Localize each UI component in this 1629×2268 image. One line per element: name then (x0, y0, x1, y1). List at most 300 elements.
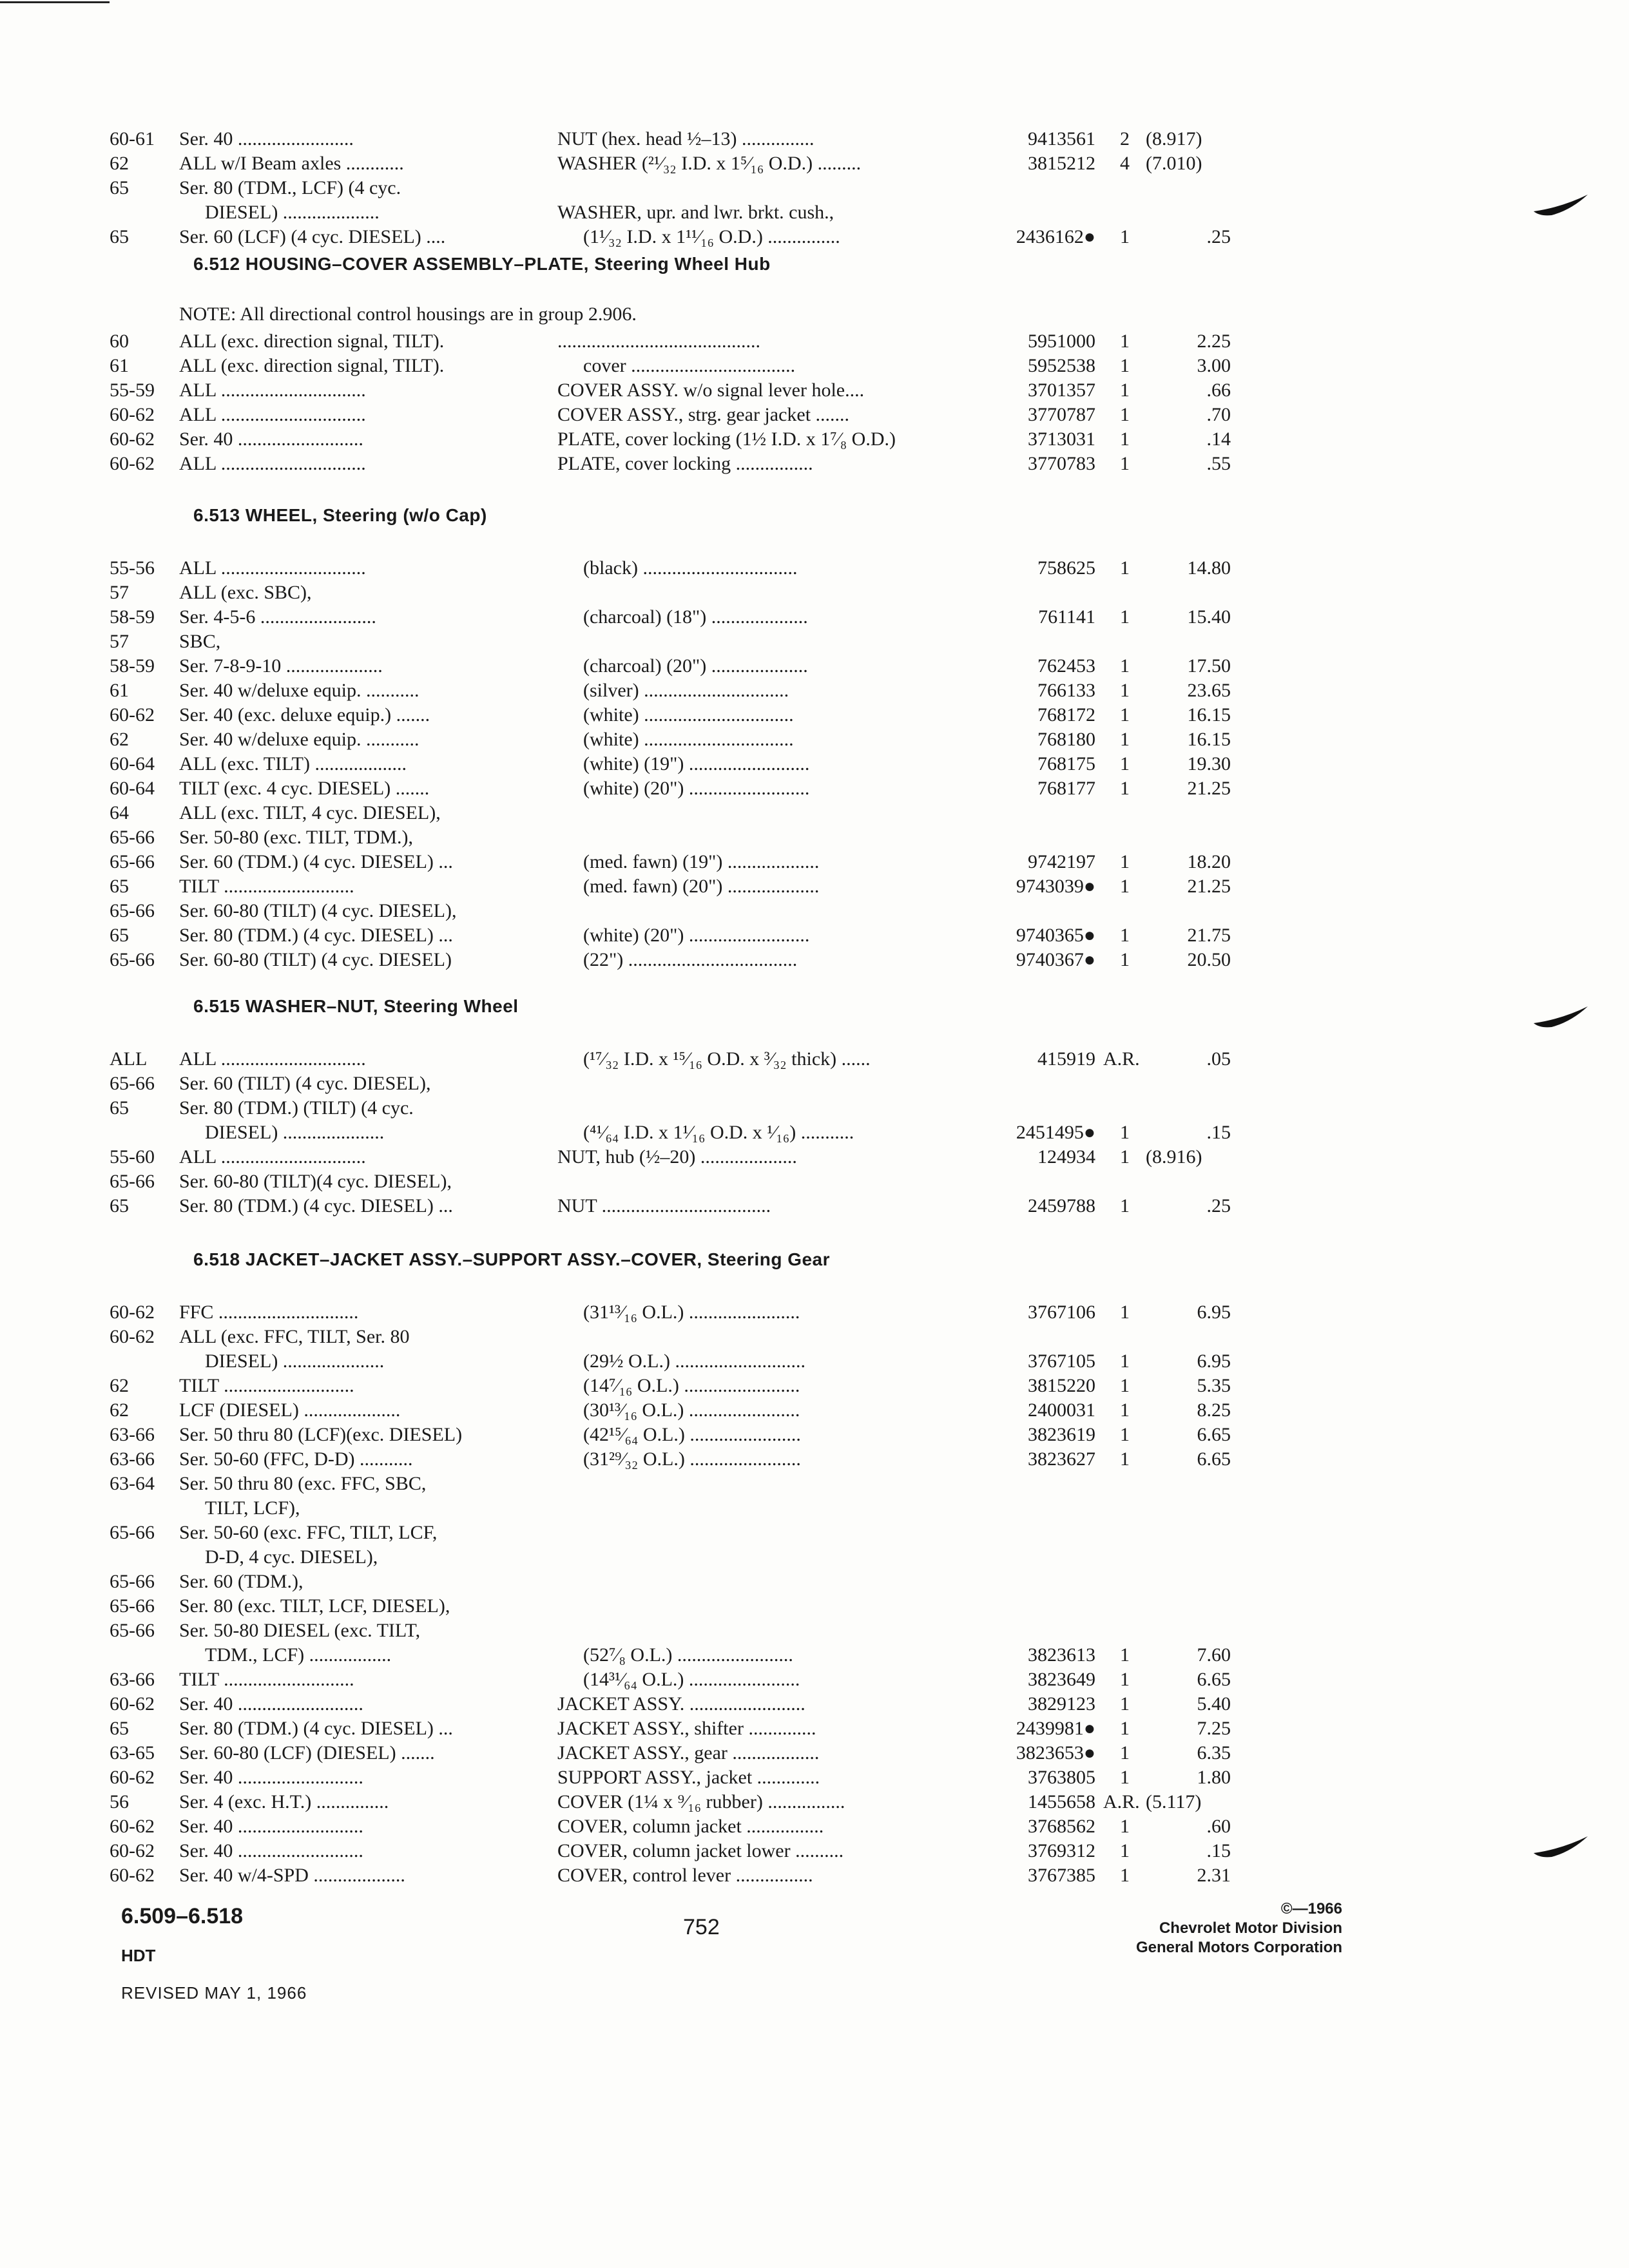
model-year: 61 (110, 680, 129, 701)
table-row (0, 727, 1629, 753)
part-number: 5951000 (1028, 331, 1095, 352)
part-number: 3767105 (1028, 1350, 1095, 1372)
quantity: 1 (1120, 1399, 1130, 1421)
quantity: 1 (1120, 778, 1130, 799)
application: ALL .............................. (179, 1048, 366, 1070)
part-number: 2439981● (1016, 1718, 1095, 1739)
part-description: SUPPORT ASSY., jacket ............. (557, 1767, 820, 1788)
table-row (0, 1422, 1629, 1448)
table-row (0, 653, 1629, 679)
price: 6.65 (1197, 1424, 1231, 1445)
price: .15 (1206, 1122, 1231, 1143)
model-year: 63-66 (110, 1448, 155, 1470)
quantity: 1 (1120, 606, 1130, 628)
model-year: 65-66 (110, 900, 155, 921)
section-title: 6.515 WASHER–NUT, Steering Wheel (193, 996, 519, 1016)
part-number: 5952538 (1028, 355, 1095, 376)
part-number: 766133 (1037, 680, 1095, 701)
application: ALL .............................. (179, 557, 366, 579)
table-row (0, 1740, 1629, 1766)
quantity: 1 (1120, 1302, 1130, 1323)
table-row (0, 800, 1629, 826)
model-year: 60-62 (110, 1302, 155, 1323)
part-description: COVER (1¼ x ⁹⁄₁₆ rubber) ................ (557, 1791, 845, 1812)
part-description: (14⁷⁄₁₆ O.L.) ........................ (583, 1375, 800, 1396)
price: .14 (1206, 428, 1231, 450)
part-number: 415919 (1037, 1048, 1095, 1070)
application: ALL (exc. TILT) ................... (179, 753, 407, 774)
table-row (0, 1814, 1629, 1840)
model-year: 60-62 (110, 1816, 155, 1837)
table-row (0, 629, 1629, 655)
part-number: 3767385 (1028, 1865, 1095, 1886)
table-row (0, 849, 1629, 875)
part-description: COVER, column jacket ................ (557, 1816, 824, 1837)
quantity: 1 (1120, 1693, 1130, 1715)
table-row (0, 1691, 1629, 1717)
part-description: cover .................................. (583, 355, 796, 376)
price: .25 (1206, 226, 1231, 247)
part-number: 3770783 (1028, 453, 1095, 474)
part-description: PLATE, cover locking ................ (557, 453, 813, 474)
part-number: 768177 (1037, 778, 1095, 799)
part-number: 3815220 (1028, 1375, 1095, 1396)
model-year: 63-64 (110, 1473, 155, 1494)
revision-date: REVISED MAY 1, 1966 (121, 1983, 307, 2003)
part-number: 2400031 (1028, 1399, 1095, 1421)
price: 6.95 (1197, 1350, 1231, 1372)
table-row (0, 1863, 1629, 1888)
part-description: (white) ............................... (583, 729, 794, 750)
price: 6.95 (1197, 1302, 1231, 1323)
part-description: PLATE, cover locking (1½ I.D. x 1⁷⁄₈ O.D.) (557, 428, 896, 450)
application: Ser. 60 (TILT) (4 cyc. DIESEL), (179, 1073, 431, 1094)
model-year: 60 (110, 331, 129, 352)
part-description: JACKET ASSY. ........................ (557, 1693, 805, 1715)
part-number: 3829123 (1028, 1693, 1095, 1715)
application: Ser. 50-60 (exc. FFC, TILT, LCF, (179, 1522, 438, 1543)
price: 1.80 (1197, 1767, 1231, 1788)
model-year: 63-65 (110, 1742, 155, 1763)
table-row (0, 1593, 1629, 1619)
model-year: 60-64 (110, 753, 155, 774)
table-row (0, 378, 1629, 403)
price: 6.65 (1197, 1669, 1231, 1690)
quantity: A.R. (1103, 1791, 1140, 1812)
model-year: 57 (110, 631, 129, 652)
application: LCF (DIESEL) .................... (179, 1399, 401, 1421)
part-description: WASHER (²¹⁄₃₂ I.D. x 1⁵⁄₁₆ O.D.) ......... (557, 153, 862, 174)
table-row (0, 555, 1629, 581)
application: D-D, 4 cyc. DIESEL), (205, 1546, 378, 1568)
model-year: 65-66 (110, 1073, 155, 1094)
price: 15.40 (1187, 606, 1231, 628)
section-title: 6.518 JACKET–JACKET ASSY.–SUPPORT ASSY.–COVER, Steering Gear (193, 1249, 831, 1269)
model-year: 65-66 (110, 1620, 155, 1641)
part-number: 3763805 (1028, 1767, 1095, 1788)
quantity: 1 (1120, 1375, 1130, 1396)
part-number: 1455658 (1028, 1791, 1095, 1812)
table-row (0, 1324, 1629, 1350)
table-row (0, 604, 1629, 630)
price: 16.15 (1187, 704, 1231, 726)
quantity: 1 (1120, 331, 1130, 352)
model-year: 65 (110, 1718, 129, 1739)
table-row (0, 1642, 1629, 1668)
price: (8.916) (1146, 1146, 1202, 1168)
model-year: 60-62 (110, 1326, 155, 1347)
price: (7.010) (1146, 153, 1202, 174)
quantity: 1 (1120, 851, 1130, 872)
section-title: 6.513 WHEEL, Steering (w/o Cap) (193, 505, 487, 525)
model-year: 65 (110, 177, 129, 198)
quantity: 1 (1120, 1840, 1130, 1861)
table-row (0, 678, 1629, 704)
part-description: (30¹³⁄₁₆ O.L.) ....................... (583, 1399, 800, 1421)
quantity: 1 (1120, 1816, 1130, 1837)
model-year: 55-60 (110, 1146, 155, 1168)
application: TDM., LCF) ................. (205, 1644, 392, 1666)
table-row (0, 1765, 1629, 1791)
price: 23.65 (1187, 680, 1231, 701)
part-number: 9743039● (1016, 876, 1095, 897)
quantity: 1 (1120, 876, 1130, 897)
part-number: 758625 (1037, 557, 1095, 579)
table-row (0, 1446, 1629, 1472)
model-year: 65 (110, 876, 129, 897)
table-row (0, 200, 1629, 226)
application: DIESEL) ..................... (205, 1350, 385, 1372)
section-title: 6.512 HOUSING–COVER ASSEMBLY–PLATE, Steering Wheel Hub (193, 254, 771, 274)
model-year: 61 (110, 355, 129, 376)
price: 21.25 (1187, 778, 1231, 799)
part-description: NUT (hex. head ½–13) ............... (557, 128, 815, 149)
table-row (0, 353, 1629, 379)
price: 14.80 (1187, 557, 1231, 579)
price: 8.25 (1197, 1399, 1231, 1421)
quantity: 1 (1120, 226, 1130, 247)
table-row (0, 1544, 1629, 1570)
application: Ser. 50 thru 80 (exc. FFC, SBC, (179, 1473, 427, 1494)
table-row (0, 151, 1629, 177)
part-number: 2451495● (1016, 1122, 1095, 1143)
application: Ser. 60-80 (TILT) (4 cyc. DIESEL), (179, 900, 457, 921)
table-row (0, 1144, 1629, 1170)
part-number: 3768562 (1028, 1816, 1095, 1837)
table-row (0, 1193, 1629, 1219)
part-number: 2459788 (1028, 1195, 1095, 1216)
part-number: 3701357 (1028, 380, 1095, 401)
price: .05 (1206, 1048, 1231, 1070)
table-row (0, 1071, 1629, 1097)
copyright: ©—1966 (1280, 1900, 1342, 1917)
application: Ser. 40 .......................... (179, 1767, 363, 1788)
part-number: 3823613 (1028, 1644, 1095, 1666)
part-description: NUT, hub (½–20) .................... (557, 1146, 797, 1168)
price: 16.15 (1187, 729, 1231, 750)
model-year: 55-59 (110, 380, 155, 401)
application: Ser. 40 .......................... (179, 428, 363, 450)
table-row (0, 1495, 1629, 1521)
application: ALL (exc. direction signal, TILT). (179, 355, 445, 376)
price: 6.35 (1197, 1742, 1231, 1763)
application: ALL (exc. FFC, TILT, Ser. 80 (179, 1326, 410, 1347)
application: Ser. 80 (TDM.) (4 cyc. DIESEL) ... (179, 1195, 453, 1216)
part-number: 3767106 (1028, 1302, 1095, 1323)
application: Ser. 50 thru 80 (LCF)(exc. DIESEL) (179, 1424, 463, 1445)
part-description: (white) ............................... (583, 704, 794, 726)
application: Ser. 80 (TDM.) (TILT) (4 cyc. (179, 1097, 414, 1119)
model-year: 64 (110, 802, 129, 823)
model-year: 62 (110, 153, 129, 174)
quantity: 2 (1120, 128, 1130, 149)
part-number: 9413561 (1028, 128, 1095, 149)
part-description: NUT ................................... (557, 1195, 771, 1216)
quantity: 1 (1120, 949, 1130, 970)
part-description: COVER ASSY. w/o signal lever hole.... (557, 380, 865, 401)
application: TILT (exc. 4 cyc. DIESEL) ....... (179, 778, 430, 799)
part-number: 3823653● (1016, 1742, 1095, 1763)
quantity: 1 (1120, 428, 1130, 450)
model-year: 60-64 (110, 778, 155, 799)
application: Ser. 40 w/4-SPD ................... (179, 1865, 405, 1886)
quantity: 1 (1120, 355, 1130, 376)
price: (8.917) (1146, 128, 1202, 149)
application: Ser. 40 w/deluxe equip. ........... (179, 680, 419, 701)
model-year: 62 (110, 1375, 129, 1396)
application: ALL (exc. SBC), (179, 582, 312, 603)
model-year: 60-62 (110, 1865, 155, 1886)
quantity: 1 (1120, 1448, 1130, 1470)
price: 5.35 (1197, 1375, 1231, 1396)
application: Ser. 60 (LCF) (4 cyc. DIESEL) .... (179, 226, 446, 247)
model-year: 65 (110, 1195, 129, 1216)
corner-rule (0, 1, 110, 3)
application: Ser. 60 (TDM.) (4 cyc. DIESEL) ... (179, 851, 453, 872)
part-description: (charcoal) (20") .................... (583, 655, 808, 677)
application: ALL .............................. (179, 380, 366, 401)
part-number: 3823619 (1028, 1424, 1095, 1445)
part-description: COVER ASSY., strg. gear jacket ....... (557, 404, 850, 425)
quantity: A.R. (1103, 1048, 1140, 1070)
model-year: 63-66 (110, 1424, 155, 1445)
table-row (0, 1789, 1629, 1815)
table-row (0, 947, 1629, 973)
table-row (0, 751, 1629, 777)
application: Ser. 40 ........................ (179, 128, 354, 149)
part-description: (¹⁷⁄₃₂ I.D. x ¹⁵⁄₁₆ O.D. x ³⁄₃₂ thick) ...... (583, 1048, 871, 1070)
quantity: 1 (1120, 753, 1130, 774)
application: Ser. 80 (TDM.) (4 cyc. DIESEL) ... (179, 1718, 453, 1739)
part-number: 9742197 (1028, 851, 1095, 872)
quantity: 1 (1120, 1424, 1130, 1445)
application: TILT ........................... (179, 876, 354, 897)
table-row (0, 1398, 1629, 1423)
part-number: 768175 (1037, 753, 1095, 774)
table-row (0, 1667, 1629, 1693)
table-row (0, 1095, 1629, 1121)
application: Ser. 50-80 DIESEL (exc. TILT, (179, 1620, 421, 1641)
table-row (0, 402, 1629, 428)
application: Ser. 80 (TDM.) (4 cyc. DIESEL) ... (179, 925, 453, 946)
price: 3.00 (1197, 355, 1231, 376)
quantity: 1 (1120, 1146, 1130, 1168)
application: Ser. 7-8-9-10 .................... (179, 655, 383, 677)
part-number: 768180 (1037, 729, 1095, 750)
quantity: 1 (1120, 1718, 1130, 1739)
model-year: 60-62 (110, 1693, 155, 1715)
model-year: 56 (110, 1791, 129, 1812)
price: 7.60 (1197, 1644, 1231, 1666)
part-description: (29½ O.L.) ........................... (583, 1350, 805, 1372)
price: 20.50 (1187, 949, 1231, 970)
table-row (0, 1520, 1629, 1546)
part-number: 3769312 (1028, 1840, 1095, 1861)
table-row (0, 1471, 1629, 1497)
quantity: 1 (1120, 655, 1130, 677)
model-year: 65-66 (110, 1522, 155, 1543)
catalog-code: HDT (121, 1946, 156, 1965)
quantity: 1 (1120, 925, 1130, 946)
application: DIESEL) .................... (205, 202, 380, 223)
part-number: 761141 (1038, 606, 1095, 628)
model-year: 65-66 (110, 1571, 155, 1592)
model-year: 65 (110, 925, 129, 946)
part-number: 3770787 (1028, 404, 1095, 425)
model-year: 65-66 (110, 827, 155, 848)
table-row (0, 1569, 1629, 1595)
application: TILT ........................... (179, 1669, 354, 1690)
part-description: (1¹⁄₃₂ I.D. x 1¹¹⁄₁₆ O.D.) ............... (583, 226, 840, 247)
price: 2.25 (1197, 331, 1231, 352)
part-description: JACKET ASSY., shifter .............. (557, 1718, 816, 1739)
part-description: JACKET ASSY., gear .................. (557, 1742, 820, 1763)
model-year: 60-62 (110, 428, 155, 450)
part-number: 762453 (1037, 655, 1095, 677)
quantity: 1 (1120, 1644, 1130, 1666)
table-row (0, 1046, 1629, 1072)
part-description: (charcoal) (18") .................... (583, 606, 808, 628)
group-range: 6.509–6.518 (121, 1904, 244, 1928)
corporation-name: General Motors Corporation (1135, 1939, 1342, 1956)
model-year: ALL (110, 1048, 148, 1070)
part-number: 768172 (1037, 704, 1095, 726)
part-description: (22") ................................... (583, 949, 798, 970)
application: ALL .............................. (179, 404, 366, 425)
section-note: NOTE: All directional control housings are in group 2.906. (179, 303, 637, 325)
quantity: 1 (1120, 1669, 1130, 1690)
model-year: 65 (110, 226, 129, 247)
copyright-block (1136, 1899, 1342, 1957)
part-description: .......................................... (557, 331, 760, 352)
application: DIESEL) ..................... (205, 1122, 385, 1143)
table-row (0, 825, 1629, 850)
application: Ser. 40 w/deluxe equip. ........... (179, 729, 419, 750)
part-description: (31²⁹⁄₃₂ O.L.) ....................... (583, 1448, 801, 1470)
application: SBC, (179, 631, 221, 652)
application: Ser. 60-80 (LCF) (DIESEL) ....... (179, 1742, 435, 1763)
application: Ser. 40 .......................... (179, 1816, 363, 1837)
table-row (0, 1618, 1629, 1644)
model-year: 60-61 (110, 128, 155, 149)
application: ALL w/I Beam axles ............ (179, 153, 404, 174)
part-number: 2436162● (1016, 226, 1095, 247)
price: 5.40 (1197, 1693, 1231, 1715)
price: 18.20 (1187, 851, 1231, 872)
application: ALL (exc. TILT, 4 cyc. DIESEL), (179, 802, 441, 823)
application: ALL .............................. (179, 1146, 366, 1168)
part-number: 3815212 (1028, 153, 1095, 174)
model-year: 65-66 (110, 851, 155, 872)
quantity: 1 (1120, 1767, 1130, 1788)
part-description: (med. fawn) (19") ................... (583, 851, 820, 872)
model-year: 65-66 (110, 1171, 155, 1192)
model-year: 63-66 (110, 1669, 155, 1690)
price: 21.75 (1187, 925, 1231, 946)
table-row (0, 923, 1629, 948)
part-description: WASHER, upr. and lwr. brkt. cush., (557, 202, 834, 223)
application: Ser. 4 (exc. H.T.) ............... (179, 1791, 389, 1812)
part-description: (42¹⁵⁄₆₄ O.L.) ....................... (583, 1424, 801, 1445)
model-year: 58-59 (110, 655, 155, 677)
application: TILT ........................... (179, 1375, 354, 1396)
application: Ser. 40 (exc. deluxe equip.) ....... (179, 704, 430, 726)
application: Ser. 80 (TDM., LCF) (4 cyc. (179, 177, 401, 198)
application: TILT, LCF), (205, 1497, 300, 1519)
application: Ser. 80 (exc. TILT, LCF, DIESEL), (179, 1595, 450, 1617)
price: .66 (1206, 380, 1231, 401)
model-year: 62 (110, 729, 129, 750)
quantity: 1 (1120, 1195, 1130, 1216)
application: Ser. 4-5-6 ........................ (179, 606, 376, 628)
price: .60 (1206, 1816, 1231, 1837)
binder-hole-mark (1532, 193, 1590, 219)
price: 2.31 (1197, 1865, 1231, 1886)
table-row (0, 427, 1629, 452)
price: .70 (1206, 404, 1231, 425)
part-description: (med. fawn) (20") ................... (583, 876, 820, 897)
application: Ser. 40 .......................... (179, 1693, 363, 1715)
part-description: (52⁷⁄₈ O.L.) ........................ (583, 1644, 793, 1666)
quantity: 1 (1120, 1122, 1130, 1143)
part-description: (white) (20") ......................... (583, 778, 810, 799)
quantity: 1 (1120, 729, 1130, 750)
table-row (0, 898, 1629, 924)
part-description: (⁴¹⁄₆₄ I.D. x 1¹⁄₁₆ O.D. x ¹⁄₁₆) ........... (583, 1122, 854, 1143)
application: Ser. 50-80 (exc. TILT, TDM.), (179, 827, 414, 848)
model-year: 58-59 (110, 606, 155, 628)
part-description: (silver) .............................. (583, 680, 789, 701)
quantity: 1 (1120, 680, 1130, 701)
table-row (0, 1373, 1629, 1399)
price: (5.117) (1146, 1791, 1202, 1812)
application: Ser. 60-80 (TILT)(4 cyc. DIESEL), (179, 1171, 452, 1192)
part-number: 9740365● (1016, 925, 1095, 946)
part-description: (14³¹⁄₆₄ O.L.) ....................... (583, 1669, 800, 1690)
model-year: 60-62 (110, 704, 155, 726)
quantity: 1 (1120, 1865, 1130, 1886)
division-name: Chevrolet Motor Division (1159, 1919, 1342, 1937)
table-row (0, 224, 1629, 250)
price: .15 (1206, 1840, 1231, 1861)
model-year: 55-56 (110, 557, 155, 579)
application: Ser. 40 .......................... (179, 1840, 363, 1861)
binder-hole-mark (1532, 1005, 1590, 1031)
table-row (0, 776, 1629, 802)
table-row (0, 175, 1629, 201)
page-number: 752 (683, 1915, 720, 1939)
price: 17.50 (1187, 655, 1231, 677)
